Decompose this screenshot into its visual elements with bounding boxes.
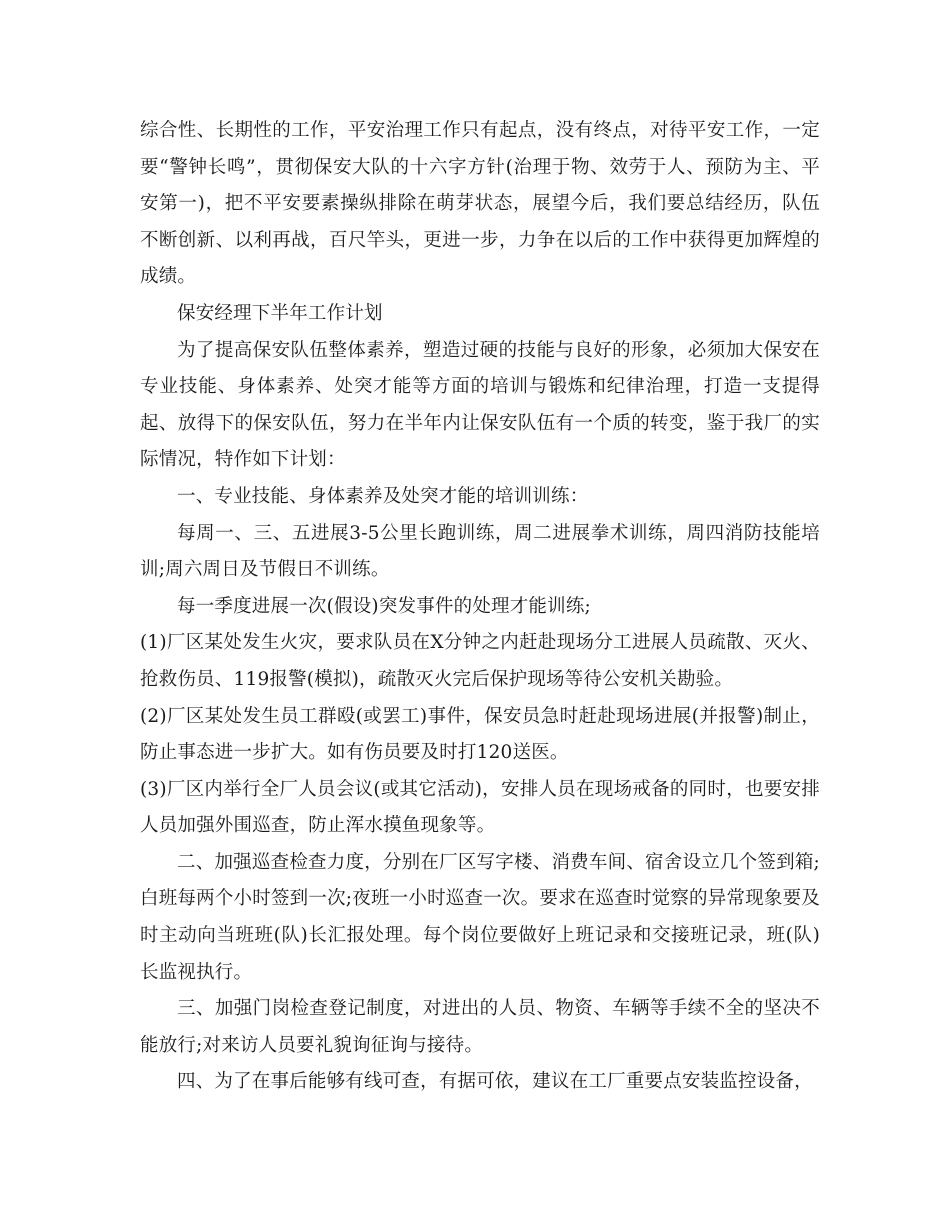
- list-item-fire: (1)厂区某处发生火灾，要求队员在X分钟之内赶赴现场分工进展人员疏散、灭火、抢救伤员、119报警(模拟)，疏散灭火完后保护现场等待公安机关勘验。: [140, 632, 820, 690]
- paragraph-quarterly-drill: 每一季度进展一次(假设)突发事件的处理才能训练;: [177, 595, 591, 617]
- paragraph-purpose: 为了提高保安队伍整体素养，塑造过硬的技能与良好的形象，必须加大保安在专业技能、身体素养、处突才能等方面的培训与锻炼和纪律治理，打造一支提得起、放得下的保安队伍，努力在半年内让保安队伍有一个质的转变，鉴于我厂的实际情况，特作如下计划：: [140, 339, 820, 471]
- paragraph-intro-continued: 综合性、长期性的工作，平安治理工作只有起点，没有终点，对待平安工作，一定要“警钟长鸣”，贯彻保安大队的十六字方针(治理于物、效劳于人、预防为主、平安第一)，把不平安要素操纵排除在萌芽状态，展望今后，我们要总结经历，队伍不断创新、以利再战，百尺竿头，更进一步，力争在以后的工作中获得更加辉煌的成绩。: [140, 120, 820, 288]
- section-heading: 保安经理下半年工作计划: [177, 302, 383, 324]
- paragraph-weekly-schedule: 每周一、三、五进展3-5公里长跑训练，周二进展拳术训练，周四消防技能培训;周六周日及节假日不训练。: [140, 522, 820, 581]
- list-item-meeting: (3)厂区内举行全厂人员会议(或其它活动)，安排人员在现场戒备的同时，也要安排人员加强外围巡查，防止浑水摸鱼现象等。: [140, 778, 820, 837]
- item-heading-training: 一、专业技能、身体素养及处突才能的培训训练：: [177, 485, 589, 507]
- item-gate-check: 三、加强门岗检查登记制度，对进出的人员、物资、车辆等手续不全的坚决不能放行;对来访人员要礼貌询征询与接待。: [140, 998, 820, 1056]
- list-item-brawl: (2)厂区某处发生员工群殴(或罢工)事件，保安员急时赶赴现场进展(并报警)制止，防止事态进一步扩大。如有伤员要及时打120送医。: [140, 705, 820, 764]
- item-patrol: 二、加强巡查检查力度，分别在厂区写字楼、消费车间、宿舍设立几个签到箱;白班每两个小时签到一次;夜班一小时巡查一次。要求在巡查时觉察的异常现象要及时主动向当班班(队)长汇报处理。每个岗位要做好上班记录和交接班记录，班(队)长监视执行。: [140, 851, 820, 983]
- document-body: [140, 113, 820, 1101]
- item-monitoring: 四、为了在事后能够有线可查，有据可依，建议在工厂重要点安装监控设备，: [177, 1071, 813, 1093]
